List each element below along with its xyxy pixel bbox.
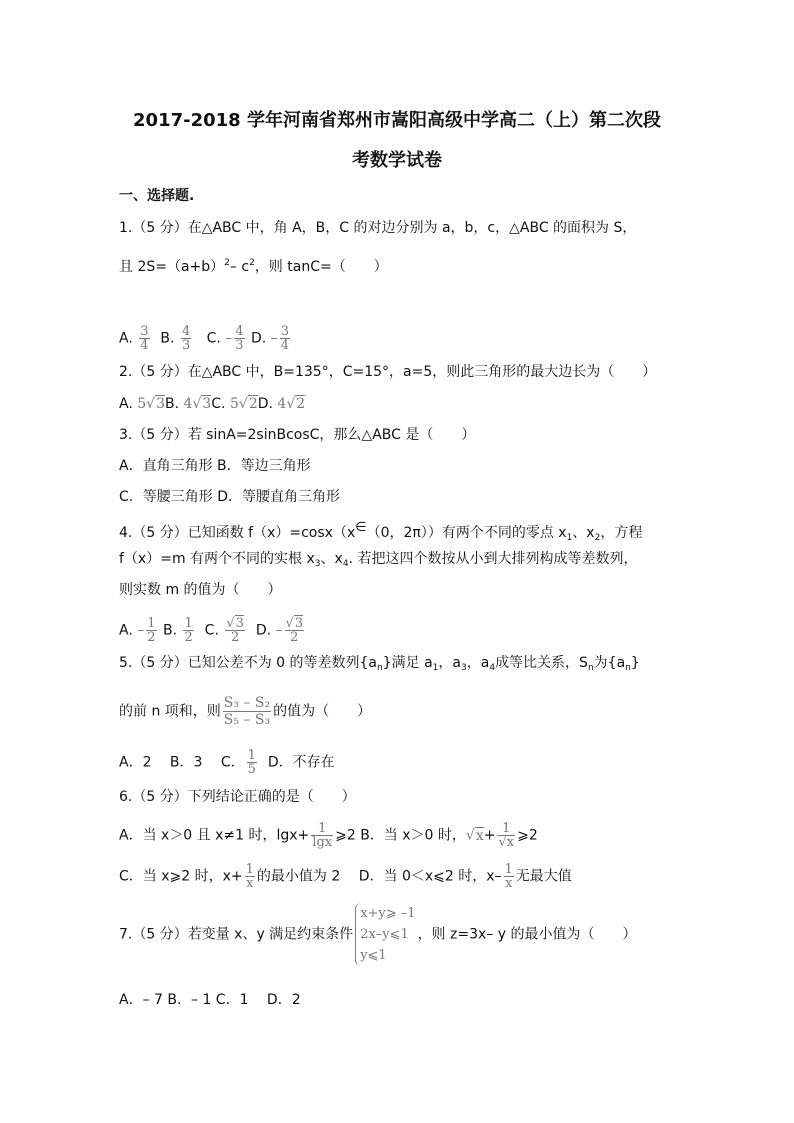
q7-constraint-2: 2x–y⩽1 (360, 927, 409, 942)
q4-opt-d-frac (285, 617, 305, 644)
q1-opt-c-label: C. (206, 330, 221, 347)
q6-opt-b-frac (497, 822, 515, 849)
q1-stem-line2 (119, 253, 388, 277)
q1-opt-d-sign: – (270, 330, 278, 347)
q4-opt-d-label: D. (255, 622, 272, 639)
q7-constraint-system (355, 903, 415, 966)
q4-opt-b-label: B. (162, 622, 178, 639)
q1-opt-d-frac (280, 325, 290, 352)
q5-text-c1: ，a (438, 655, 461, 671)
q4-stem-line2 (119, 549, 637, 574)
q6-opt-b-num: 1 (502, 821, 511, 836)
q5-text-b: }满足 a (382, 655, 433, 671)
exam-title-line1: 2017-2018 学年河南省郑州市嵩阳高级中学高二（上）第二次段 (133, 110, 661, 131)
q7-options: A．– 7 B．– 1 C．1 D．2 (119, 992, 301, 1008)
q3-options-row2: C．等腰三角形 D．等腰直角三角形 (119, 489, 341, 505)
exam-title-line2: 考数学试卷 (352, 150, 442, 171)
q4-options (119, 617, 306, 644)
q1-opt-b-den: 3 (181, 338, 191, 353)
q5-stem-line2 (119, 695, 371, 728)
q2-opt-a-coef: 5 (137, 396, 147, 412)
q2-opt-a-value: 5√3 (137, 396, 165, 412)
q6-opt-d-num: 1 (504, 862, 513, 877)
q5-options-text: A．2 B．3 C． (119, 754, 245, 771)
q4-opt-d-rad: 3 (294, 616, 304, 631)
q4-opt-b-frac (183, 617, 193, 644)
q6-text-a: A．当 x＞0 且 x≠1 时，lgx+ (119, 827, 310, 844)
q4-text-c: ，方程 (600, 525, 643, 541)
q4-opt-c-den: 2 (225, 630, 245, 644)
q5-frac-den: S₅ – S₃ (223, 712, 271, 728)
q5-opt-c-frac (247, 749, 257, 776)
q6-opt-c-num: 1 (245, 862, 254, 877)
q5-text-d: 为{a (593, 655, 626, 671)
q4-sub4: 4 (342, 559, 349, 569)
q5-sub-3: 3 (461, 663, 467, 673)
q5-frac-num: S₃ – S₂ (223, 695, 271, 711)
q4-opt-a-label: A. (119, 622, 133, 639)
q2-opt-c-coef: 5 (229, 396, 239, 412)
q2-opt-b-rad: 3 (202, 396, 212, 412)
q1-opt-a-label: A. (119, 330, 133, 347)
q7-constraint-3: y⩽1 (360, 948, 387, 963)
q6-text-b: ⩾2 B．当 x＞0 时， (335, 827, 466, 844)
q5-opt-d: D．不存在 (267, 754, 335, 771)
q7-stem (119, 903, 636, 966)
q5-text-g: 的值为（ ） (273, 703, 372, 720)
q7-text-a: 7.（5 分）若变量 x、y 满足约束条件 (119, 926, 354, 943)
q5-text-a: 5.（5 分）已知公差不为 0 的等差数列{a (119, 655, 378, 671)
q5-sub-n2: n (587, 663, 594, 673)
q4-text-e: . 若把这四个数按从小到大排列构成等差数列， (348, 551, 638, 567)
q1-options (119, 325, 292, 352)
q6-plus: + (483, 827, 496, 844)
q4-sub1: 1 (566, 533, 573, 543)
q4-opt-c-rad: 3 (235, 616, 244, 631)
q6-opt-d-frac (504, 863, 514, 890)
q1-stem-line1: 1.（5 分）在△ABC 中，角 A，B，C 的对边分别为 a，b，c，△ABC 的面积为 S， (119, 220, 637, 236)
q1-sup: 2 (224, 258, 230, 268)
q2-stem: 2.（5 分）在△ABC 中，B=135°，C=15°，a=5，则此三角形的最大边长为（ ） (119, 364, 657, 380)
q6-text-c: ⩾2 (517, 827, 538, 844)
q2-opt-b-label: B. (165, 396, 180, 412)
q5-text-c: 成等比关系，S (495, 655, 588, 671)
q4-opt-c-label: C. (204, 622, 219, 639)
q1-opt-b-num: 4 (181, 324, 191, 339)
q4-elementof: ∈ (355, 520, 367, 535)
q1-opt-b-frac (181, 325, 191, 352)
q5-sub-1: 1 (432, 663, 439, 673)
q6-opt-c-den: x (246, 876, 254, 891)
q4-opt-a-sign: – (137, 622, 145, 639)
q4-text-d: f（x）=m 有两个不同的实根 x (119, 551, 315, 567)
q4-opt-a-frac (146, 617, 156, 644)
q6-opt-c-frac (245, 863, 255, 890)
q1-opt-d-den: 4 (280, 338, 289, 353)
q4-sep2: 、x (320, 551, 343, 567)
q2-options (119, 394, 305, 414)
q6-stem: 6.（5 分）下列结论正确的是（ ） (119, 789, 356, 805)
q2-opt-c-value: 5√2 (229, 396, 258, 412)
q4-opt-d-den: 2 (285, 630, 305, 644)
q4-stem-line1 (119, 518, 642, 548)
q4-text-a: 4.（5 分）已知函数 f（x）=cosx（x (119, 525, 356, 541)
q2-opt-d-label: D. (257, 396, 273, 412)
q3-stem: 3.（5 分）若 sinA=2sinBcosC，那么△ABC 是（ ） (119, 427, 476, 443)
q5-sub-n1: n (377, 663, 383, 673)
q4-sub2: 2 (594, 533, 601, 543)
q2-opt-a-rad: 3 (156, 396, 165, 412)
q6-text-d: C．当 x⩾2 时，x+ (119, 868, 243, 885)
q6-opt-b-rad: x (475, 827, 484, 844)
q4-stem-line3: 则实数 m 的值为（ ） (119, 582, 282, 598)
q4-opt-c-num: √3 (226, 616, 244, 631)
section-heading: 一、选择题. (119, 188, 195, 204)
q4-opt-d-sign: – (275, 622, 283, 639)
q5-sub-n3: n (625, 663, 631, 673)
q2-opt-d-value: 4√2 (277, 396, 306, 412)
q2-opt-b-value: 4√3 (183, 396, 212, 412)
q5-options (119, 749, 335, 776)
q4-opt-c-frac (225, 617, 245, 644)
q2-opt-c-label: C. (211, 396, 226, 412)
q1-opt-a-num: 3 (140, 324, 149, 339)
q6-opt-d-den: x (504, 876, 513, 891)
q2-opt-d-rad: 2 (296, 396, 306, 412)
q5-opt-c-den: 5 (247, 762, 256, 777)
q5-text-c2: ，a (466, 655, 490, 671)
q4-text-b: （0，2π））有两个不同的零点 x (366, 525, 567, 541)
q5-stem-line1 (119, 653, 640, 678)
q4-sub3: 3 (314, 559, 321, 569)
q7-constraint-1: x+y⩾ –1 (360, 906, 416, 921)
q1-opt-c-num: 4 (235, 324, 244, 339)
q4-opt-d-num: √3 (285, 616, 304, 631)
q2-opt-a-label: A. (119, 396, 133, 412)
q4-opt-b-num: 1 (184, 616, 193, 631)
q1-opt-b-label: B. (160, 330, 175, 347)
q5-sub-4: 4 (489, 663, 496, 673)
q6-text-f: 无最大值 (515, 868, 572, 885)
q1-text-a: 且 2S=（a+b） (119, 259, 225, 275)
q6-opt-a-frac (311, 822, 333, 849)
q7-text-b: ，则 z=3x– y 的最小值为（ ） (417, 926, 637, 943)
q1-opt-a-den: 4 (140, 338, 149, 353)
q1-opt-c-den: 3 (235, 338, 244, 353)
q1-opt-d-label: D. (251, 330, 267, 347)
q6-text-e: 的最小值为 2 D．当 0＜x⩽2 时，x– (256, 868, 502, 885)
q3-options-row1: A．直角三角形 B．等边三角形 (119, 458, 311, 474)
q6-opt-b-sqrt: √x (465, 827, 484, 844)
q1-text-b: – c (229, 259, 250, 275)
q1-opt-a-frac (139, 325, 149, 352)
q4-opt-a-num: 1 (147, 616, 156, 631)
q1-opt-c-sign: – (225, 330, 233, 347)
q6-opt-a-num: 1 (318, 821, 327, 836)
q2-opt-b-coef: 4 (183, 396, 193, 412)
q2-opt-d-coef: 4 (277, 396, 287, 412)
q6-options-row1 (119, 822, 538, 849)
q5-opt-c-num: 1 (247, 748, 256, 763)
q1-sup2: 2 (249, 258, 255, 268)
q4-opt-b-den: 2 (184, 630, 193, 645)
q6-opt-a-den: lgx (312, 835, 333, 850)
q5-fraction (223, 695, 271, 728)
q6-opt-b-den: √x (498, 835, 515, 850)
q6-options-row2 (119, 863, 572, 890)
q1-opt-c-frac (234, 325, 244, 352)
q2-opt-c-rad: 2 (248, 396, 258, 412)
q5-text-f: 的前 n 项和，则 (119, 703, 221, 720)
q5-text-e: } (630, 655, 640, 671)
q1-opt-d-num: 3 (280, 324, 289, 339)
q4-opt-a-den: 2 (147, 630, 156, 645)
q1-text-c: ，则 tanC=（ ） (254, 259, 388, 275)
q4-sep1: 、x (572, 525, 595, 541)
